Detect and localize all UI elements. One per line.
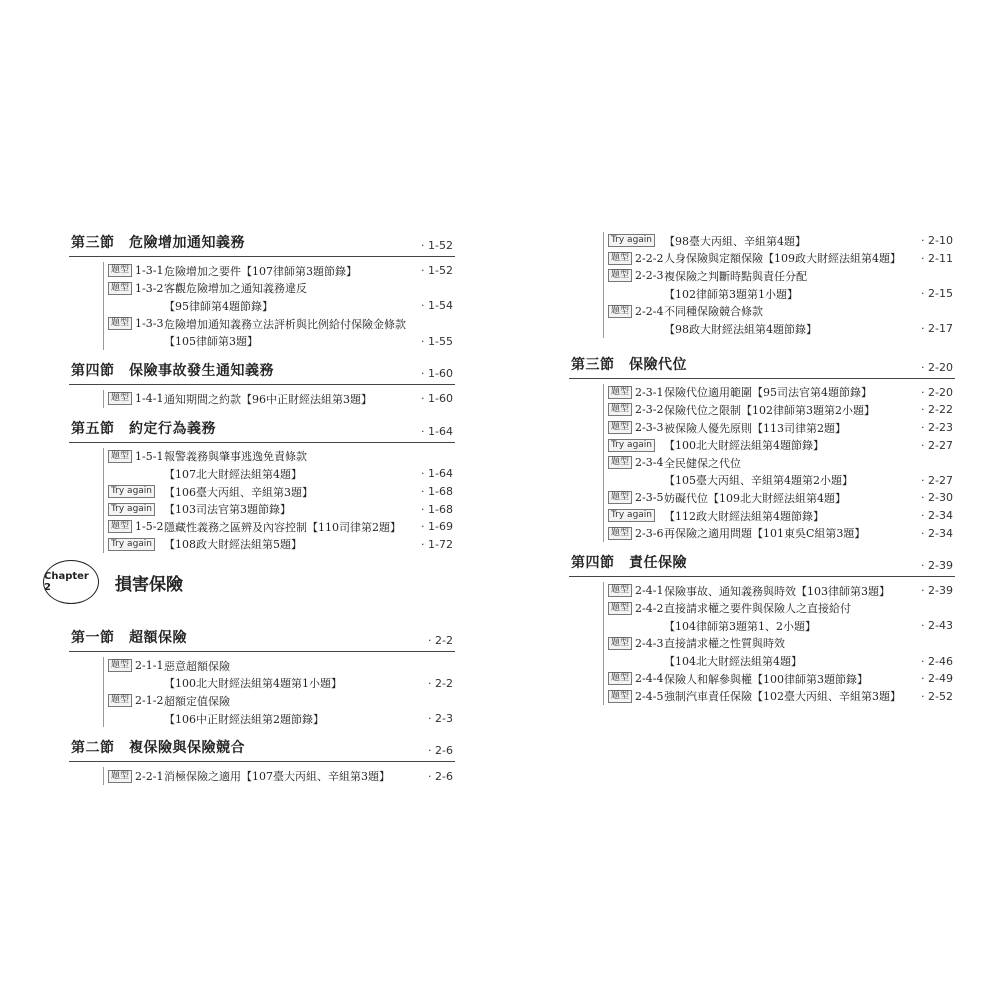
entry-page: ‧ 1-54 <box>421 299 453 313</box>
toc-right-column <box>569 232 955 715</box>
entry-page: ‧ 2-30 <box>921 491 953 505</box>
try-again-badge: Try again <box>108 503 155 516</box>
toc-entry[interactable] <box>108 262 455 280</box>
entry-tag <box>608 305 664 318</box>
toc-entry[interactable] <box>608 635 955 653</box>
entry-page: ‧ 2-20 <box>921 385 953 399</box>
question-type-badge: 題型 <box>608 403 632 416</box>
question-type-badge: 題型 <box>608 269 632 282</box>
entry-number: 2-4-2 <box>635 601 664 615</box>
entry-group <box>103 657 455 727</box>
question-type-badge: 題型 <box>608 421 632 434</box>
entry-text: 【98臺大丙組、辛組第4題】 <box>664 234 806 248</box>
entry-number: 1-3-2 <box>135 281 164 295</box>
entry-tag <box>608 386 664 399</box>
entry-tag <box>108 520 164 533</box>
entry-page: ‧ 2-46 <box>921 654 953 668</box>
toc-entry[interactable] <box>608 232 955 250</box>
left-top-sections <box>69 232 455 553</box>
entry-tag <box>108 317 164 330</box>
toc-entry[interactable] <box>608 670 955 688</box>
section-heading[interactable] <box>569 354 955 379</box>
question-type-badge: 題型 <box>608 386 632 399</box>
entry-tag <box>608 509 664 522</box>
entry-page: ‧ 2-2 <box>428 676 453 690</box>
entry-text: 妨礙代位【109北大財經法組第4題】 <box>664 491 846 505</box>
toc-entry[interactable] <box>108 390 455 408</box>
entry-text: 再保險之適用問題【101東吳C組第3題】 <box>664 527 866 541</box>
entry-page: ‧ 1-52 <box>421 264 453 278</box>
question-type-badge: 題型 <box>608 690 632 703</box>
entry-group <box>103 448 455 554</box>
entry-text: 【108政大財經法組第5題】 <box>164 538 302 552</box>
entry-number: 2-1-1 <box>135 659 164 673</box>
section-page: ‧ 2-39 <box>921 558 953 572</box>
entry-number: 1-4-1 <box>135 392 164 406</box>
entry-page: ‧ 1-60 <box>421 392 453 406</box>
entry-number: 2-4-4 <box>635 672 664 686</box>
section-page: ‧ 2-20 <box>921 360 953 374</box>
entry-tag <box>608 234 664 247</box>
entry-text: 【104北大財經法組第4題】 <box>664 655 802 669</box>
entry-text: 不同種保險競合條款 <box>664 305 763 319</box>
entry-tag <box>608 672 664 685</box>
chapter-title: 損害保險 <box>115 574 183 595</box>
toc-entry[interactable] <box>608 436 955 454</box>
question-type-badge: 題型 <box>608 456 632 469</box>
entry-text: 全民健保之代位 <box>664 456 741 470</box>
entry-text: 【112政大財經法組第4題節錄】 <box>664 509 824 523</box>
toc-entry[interactable] <box>608 489 955 507</box>
entry-text: 保險代位之限制【102律師第3題第2小題】 <box>664 403 875 417</box>
entry-tag <box>108 264 164 277</box>
toc-entry[interactable] <box>108 536 455 554</box>
entry-text: 人身保險與定額保險【109政大財經法組第4題】 <box>664 252 901 266</box>
entry-tag <box>108 485 164 498</box>
section-title: 第三節 危險增加通知義務 <box>71 235 245 251</box>
try-again-badge: Try again <box>608 439 655 452</box>
entry-number: 2-2-3 <box>635 269 664 283</box>
entry-text: 【105律師第3題】 <box>164 335 258 349</box>
entry-text: 被保險人優先原則【113司律第2題】 <box>664 421 846 435</box>
toc-entry[interactable] <box>608 419 955 437</box>
section-heading[interactable] <box>69 627 455 652</box>
entry-number: 1-5-1 <box>135 449 164 463</box>
question-type-badge: 題型 <box>608 602 632 615</box>
question-type-badge: 題型 <box>108 392 132 405</box>
entry-page: ‧ 1-64 <box>421 467 453 481</box>
section-heading[interactable] <box>69 418 455 443</box>
entry-text: 直接請求權之要件與保險人之直接給付 <box>664 602 851 616</box>
toc-left-bottom-column <box>69 627 455 795</box>
toc-entry[interactable] <box>108 518 455 536</box>
entry-page: ‧ 1-72 <box>421 537 453 551</box>
entry-number: 2-4-1 <box>635 584 664 598</box>
entry-number: 1-3-1 <box>135 264 164 278</box>
entry-page: ‧ 1-68 <box>421 485 453 499</box>
toc-entry[interactable] <box>608 267 955 285</box>
section-heading[interactable] <box>69 232 455 257</box>
toc-entry[interactable] <box>608 302 955 320</box>
entry-tag <box>608 491 664 504</box>
entry-text: 強制汽車責任保險【102臺大丙組、辛組第3題】 <box>664 690 901 704</box>
left-bottom-sections <box>69 627 455 785</box>
entry-page: ‧ 2-3 <box>428 712 453 726</box>
entry-number: 2-1-2 <box>135 694 164 708</box>
entry-text: 通知期間之約款【96中正財經法組第3題】 <box>164 392 372 406</box>
section-page: ‧ 1-52 <box>421 239 453 252</box>
toc-entry[interactable] <box>108 500 455 518</box>
entry-page: ‧ 2-6 <box>428 769 453 783</box>
entry-page: ‧ 2-23 <box>921 421 953 435</box>
entry-number: 1-3-3 <box>135 317 164 331</box>
toc-entry[interactable] <box>608 384 955 402</box>
try-again-badge: Try again <box>608 509 655 522</box>
toc-entry[interactable] <box>608 507 955 525</box>
entry-page: ‧ 2-43 <box>921 619 953 633</box>
entry-text: 隱藏性義務之區辨及內容控制【110司律第2題】 <box>164 520 401 534</box>
entry-number: 2-2-1 <box>135 769 164 783</box>
entry-number: 2-4-5 <box>635 689 664 703</box>
entry-text: 【103司法官第3題節錄】 <box>164 503 291 517</box>
entry-text: 【98政大財經法組第4題節錄】 <box>664 322 817 336</box>
question-type-badge: 題型 <box>608 491 632 504</box>
entry-tag <box>108 538 164 551</box>
entry-text: 保險代位適用範圍【95司法官第4題節錄】 <box>664 386 872 400</box>
section-title: 第三節 保險代位 <box>571 356 687 373</box>
question-type-badge: 題型 <box>108 659 132 672</box>
entry-page: ‧ 1-69 <box>421 520 453 534</box>
toc-entry[interactable] <box>108 710 455 728</box>
entry-tag <box>608 584 664 597</box>
entry-tag <box>108 450 164 463</box>
toc-entry[interactable] <box>108 675 455 693</box>
entry-text: 惡意超額保險 <box>164 659 230 673</box>
question-type-badge: 題型 <box>608 252 632 265</box>
entry-text: 【102律師第3題第1小題】 <box>664 287 798 301</box>
entry-page: ‧ 2-39 <box>921 584 953 598</box>
toc-entry[interactable] <box>608 320 955 338</box>
section-page: ‧ 2-6 <box>428 744 453 758</box>
entry-number: 2-3-2 <box>635 403 664 417</box>
entry-text: 【105臺大丙組、辛組第4題第2小題】 <box>664 474 853 488</box>
question-type-badge: 題型 <box>608 305 632 318</box>
entry-text: 危險增加通知義務立法評析與比例給付保險金條款 <box>164 317 406 331</box>
entry-page: ‧ 1-68 <box>421 502 453 516</box>
toc-entry[interactable] <box>608 652 955 670</box>
right-sections <box>569 232 955 705</box>
question-type-badge: 題型 <box>108 317 132 330</box>
question-type-badge: 題型 <box>108 770 132 783</box>
entry-tag <box>108 770 164 783</box>
toc-entry[interactable] <box>108 332 455 350</box>
entry-text: 【100北大財經法組第4題節錄】 <box>664 439 824 453</box>
entry-number: 1-5-2 <box>135 520 164 534</box>
entry-number: 2-2-4 <box>635 304 664 318</box>
toc-left-column <box>69 232 455 563</box>
entry-group <box>603 384 955 542</box>
entry-number: 2-3-6 <box>635 526 664 540</box>
question-type-badge: 題型 <box>608 672 632 685</box>
toc-entry[interactable] <box>608 600 955 618</box>
entry-number: 2-3-4 <box>635 456 664 470</box>
entry-tag <box>608 602 664 615</box>
entry-group <box>603 582 955 705</box>
entry-number: 2-2-2 <box>635 251 664 265</box>
entry-page: ‧ 2-27 <box>921 473 953 487</box>
try-again-badge: Try again <box>108 538 155 551</box>
entry-group <box>103 767 455 785</box>
entry-number: 2-4-3 <box>635 636 664 650</box>
toc-entry[interactable] <box>108 483 455 501</box>
entry-number: 2-3-5 <box>635 491 664 505</box>
toc-entry[interactable] <box>608 582 955 600</box>
question-type-badge: 題型 <box>108 282 132 295</box>
section-page: ‧ 1-64 <box>421 424 453 438</box>
toc-entry[interactable] <box>108 297 455 315</box>
toc-entry[interactable] <box>608 285 955 303</box>
toc-entry[interactable] <box>608 250 955 268</box>
entry-text: 【95律師第4題節錄】 <box>164 299 273 313</box>
toc-entry[interactable] <box>608 401 955 419</box>
entry-tag <box>608 690 664 703</box>
toc-entry[interactable] <box>608 472 955 490</box>
section-title: 第四節 保險事故發生通知義務 <box>71 362 274 379</box>
section-heading[interactable] <box>69 737 455 762</box>
entry-tag <box>608 637 664 650</box>
entry-group <box>603 232 955 338</box>
entry-text: 複保險之判斷時點與責任分配 <box>664 269 807 283</box>
section-title: 第四節 責任保險 <box>571 554 687 571</box>
entry-text: 消極保險之適用【107臺大丙組、辛組第3題】 <box>164 770 390 784</box>
entry-number: 2-3-3 <box>635 421 664 435</box>
entry-tag <box>108 694 164 707</box>
entry-text: 保險人和解參與權【100律師第3題節錄】 <box>664 672 868 686</box>
entry-page: ‧ 2-27 <box>921 438 953 452</box>
entry-tag <box>608 269 664 282</box>
chapter-badge: Chapter 2 <box>43 560 99 604</box>
entry-text: 報警義務與肇事逃逸免責條款 <box>164 450 307 464</box>
section-heading[interactable] <box>69 360 455 385</box>
entry-text: 【100北大財經法組第4題第1小題】 <box>164 677 342 691</box>
entry-tag <box>108 659 164 672</box>
entry-tag <box>608 456 664 469</box>
entry-page: ‧ 2-11 <box>921 251 953 265</box>
question-type-badge: 題型 <box>108 694 132 707</box>
entry-page: ‧ 2-34 <box>921 526 953 540</box>
toc-entry[interactable] <box>108 657 455 675</box>
toc-entry[interactable] <box>108 692 455 710</box>
entry-text: 客觀危險增加之通知義務違反 <box>164 282 307 296</box>
entry-tag <box>108 282 164 295</box>
entry-tag <box>608 439 664 452</box>
section-title: 第一節 超額保險 <box>71 630 187 646</box>
question-type-badge: 題型 <box>608 527 632 540</box>
entry-page: ‧ 2-52 <box>921 689 953 703</box>
question-type-badge: 題型 <box>108 264 132 277</box>
toc-entry[interactable] <box>108 280 455 298</box>
entry-text: 【106中正財經法組第2題節錄】 <box>164 712 324 726</box>
section-title: 第五節 約定行為義務 <box>71 420 216 437</box>
entry-text: 【104律師第3題第1、2小題】 <box>664 619 816 633</box>
entry-text: 超額定值保險 <box>164 694 230 708</box>
question-type-badge: 題型 <box>108 520 132 533</box>
question-type-badge: 題型 <box>608 584 632 597</box>
try-again-badge: Try again <box>108 485 155 498</box>
entry-text: 【106臺大丙組、辛組第3題】 <box>164 485 313 499</box>
toc-entry[interactable] <box>108 767 455 785</box>
section-heading[interactable] <box>569 552 955 577</box>
toc-entry[interactable] <box>608 454 955 472</box>
entry-page: ‧ 2-22 <box>921 403 953 417</box>
try-again-badge: Try again <box>608 234 655 247</box>
entry-tag <box>108 392 164 405</box>
section-title: 第二節 複保險與保險競合 <box>71 740 245 757</box>
entry-tag <box>108 503 164 516</box>
toc-entry[interactable] <box>108 465 455 483</box>
toc-entry[interactable] <box>108 315 455 333</box>
toc-entry[interactable] <box>108 448 455 466</box>
entry-tag <box>608 403 664 416</box>
entry-tag <box>608 421 664 434</box>
question-type-badge: 題型 <box>108 450 132 463</box>
entry-page: ‧ 2-49 <box>921 672 953 686</box>
entry-page: ‧ 2-15 <box>921 287 953 301</box>
entry-page: ‧ 2-10 <box>921 234 953 248</box>
entry-group <box>103 390 455 408</box>
entry-page: ‧ 2-34 <box>921 509 953 523</box>
entry-text: 直接請求權之性質與時效 <box>664 637 785 651</box>
entry-tag <box>608 527 664 540</box>
toc-entry[interactable] <box>608 524 955 542</box>
entry-number: 2-3-1 <box>635 385 664 399</box>
toc-entry[interactable] <box>608 617 955 635</box>
entry-group <box>103 262 455 350</box>
entry-text: 【107北大財經法組第4題】 <box>164 467 302 481</box>
entry-page: ‧ 2-17 <box>921 322 953 336</box>
entry-text: 危險增加之要件【107律師第3題節錄】 <box>164 264 357 278</box>
chapter-heading <box>43 560 183 604</box>
question-type-badge: 題型 <box>608 637 632 650</box>
entry-text: 保險事故、通知義務與時效【103律師第3題】 <box>664 584 890 598</box>
section-page: ‧ 2-2 <box>428 634 453 647</box>
entry-tag <box>608 252 664 265</box>
section-page: ‧ 1-60 <box>421 366 453 380</box>
entry-page: ‧ 1-55 <box>421 334 453 348</box>
toc-entry[interactable] <box>608 687 955 705</box>
